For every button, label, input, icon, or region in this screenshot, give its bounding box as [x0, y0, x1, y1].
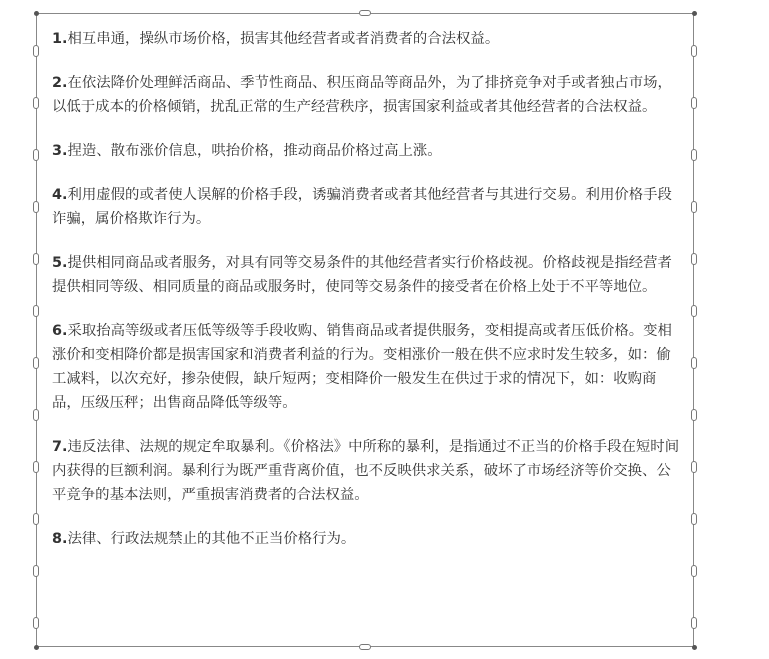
resize-handle-right[interactable] [691, 149, 697, 161]
resize-handle-right[interactable] [691, 45, 697, 57]
resize-handle-right[interactable] [691, 201, 697, 213]
resize-handle-left[interactable] [33, 97, 39, 109]
resize-handle-bottom[interactable] [359, 644, 371, 650]
resize-handle-left[interactable] [33, 201, 39, 213]
corner-handle-bottom-right[interactable] [692, 645, 697, 650]
list-item: 5.提供相同商品或者服务，对具有同等交易条件的其他经营者实行价格歧视。价格歧视是指经营者提供相同等级、相同质量的商品或服务时，使同等交易条件的接受者在价格上处于不平等地位。 [52, 255, 672, 295]
list-item: 1.相互串通，操纵市场价格，损害其他经营者或者消费者的合法权益。 [52, 31, 500, 47]
resize-handle-right[interactable] [691, 461, 697, 473]
resize-handle-left[interactable] [33, 409, 39, 421]
corner-handle-bottom-left[interactable] [34, 645, 39, 650]
resize-handle-right[interactable] [691, 409, 697, 421]
resize-handle-left[interactable] [33, 45, 39, 57]
list-item: 2.在依法降价处理鲜活商品、季节性商品、积压商品等商品外，为了排挤竞争对手或者独占市场，以低于成本的价格倾销，扰乱正常的生产经营秩序，损害国家利益或者其他经营者的合法权益。 [52, 75, 672, 115]
resize-handle-right[interactable] [691, 513, 697, 525]
resize-handle-left[interactable] [33, 149, 39, 161]
resize-handle-right[interactable] [691, 565, 697, 577]
resize-handle-left[interactable] [33, 617, 39, 629]
corner-handle-top-left[interactable] [34, 11, 39, 16]
list-item: 4.利用虚假的或者使人误解的价格手段，诱骗消费者或者其他经营者与其进行交易。利用价格手段诈骗，属价格欺诈行为。 [52, 187, 672, 227]
resize-handle-right[interactable] [691, 617, 697, 629]
list-item: 6.采取抬高等级或者压低等级等手段收购、销售商品或者提供服务，变相提高或者压低价格。变相涨价和变相降价都是损害国家和消费者利益的行为。变相涨价一般在供不应求时发生较多，如：偷工减料，以次充好，掺杂使假，缺斤短两；变相降价一般发生在供过于求的情况下，如：收购商品，压级压秤；出售商品降低等级等。 [52, 323, 672, 411]
resize-handle-right[interactable] [691, 305, 697, 317]
list-item: 3.捏造、散布涨价信息，哄抬价格，推动商品价格过高上涨。 [52, 143, 442, 159]
resize-handle-right[interactable] [691, 357, 697, 369]
resize-handle-left[interactable] [33, 565, 39, 577]
resize-handle-left[interactable] [33, 305, 39, 317]
resize-handle-left[interactable] [33, 253, 39, 265]
list-item: 8.法律、行政法规禁止的其他不正当价格行为。 [52, 531, 356, 547]
resize-handle-right[interactable] [691, 97, 697, 109]
rules-list [52, 27, 682, 571]
resize-handle-left[interactable] [33, 357, 39, 369]
resize-handle-right[interactable] [691, 253, 697, 265]
resize-handle-left[interactable] [33, 461, 39, 473]
list-item: 7.违反法律、法规的规定牟取暴利。《价格法》中所称的暴利，是指通过不正当的价格手段在短时间内获得的巨额利润。暴利行为既严重背离价值，也不反映供求关系，破坏了市场经济等价交换、公平竞争的基本法则，严重损害消费者的合法权益。 [52, 439, 680, 503]
resize-handle-left[interactable] [33, 513, 39, 525]
corner-handle-top-right[interactable] [692, 11, 697, 16]
resize-handle-top[interactable] [359, 10, 371, 16]
